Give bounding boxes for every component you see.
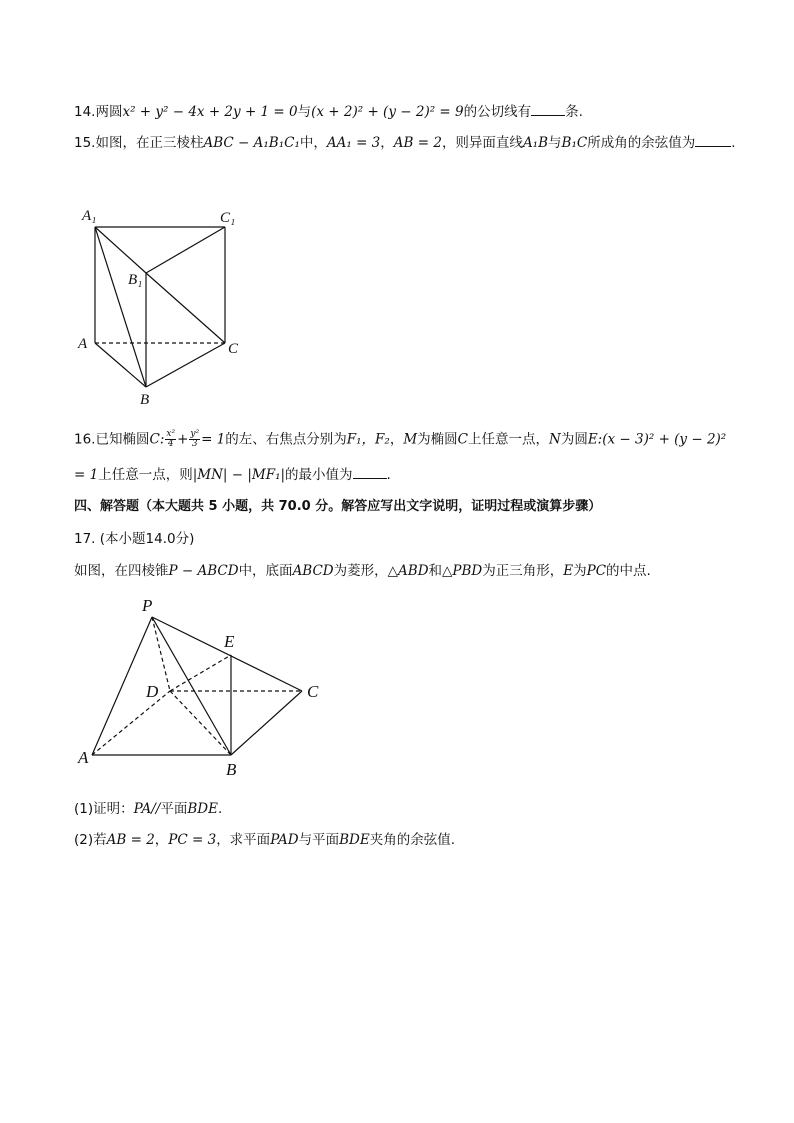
q16-text: . (386, 467, 391, 483)
label-a: A (78, 336, 88, 352)
label-d: D (146, 682, 159, 701)
part2-text: ，求平面 (216, 832, 271, 848)
fraction-numerator: y² (190, 429, 200, 439)
q16-text: 的最小值为 (285, 467, 353, 483)
pyramid-figure (74, 595, 334, 785)
part1-plane: BDE (187, 801, 218, 817)
q15-text: 所成角的余弦值为 (587, 135, 696, 151)
plane-pad: PAD (270, 832, 299, 848)
question-15 (74, 134, 736, 152)
answer-blank[interactable] (353, 466, 387, 479)
q16-text: 已知椭圆 (95, 431, 150, 448)
q17-text: 的中点. (606, 563, 651, 579)
label-e: E (224, 632, 235, 651)
q14-text: 条. (565, 104, 583, 120)
q17-header: 17. (本小题14.0分) (74, 531, 195, 547)
edge-ab (95, 343, 146, 387)
edge-pc (152, 617, 302, 691)
condition-ab: AB = 2 (106, 832, 155, 848)
part1-label: (1)证明： (74, 801, 134, 817)
line-b1c: B₁C (561, 135, 588, 151)
question-17 (74, 562, 651, 580)
fraction-denominator: 4 (167, 439, 174, 449)
answer-blank[interactable] (531, 103, 565, 116)
q16-text: ， (389, 431, 404, 448)
equals-one: = 1 (74, 467, 99, 483)
prism-name: ABC − A₁B₁C₁ (203, 135, 300, 151)
point-e: E (563, 563, 574, 579)
pyramid-name: P − ABCD (168, 563, 239, 579)
fraction-y2-3 (189, 430, 200, 449)
q15-text: . (731, 135, 736, 151)
plane-bde: BDE (339, 832, 370, 848)
section-title: 四、解答题（本大题共 5 小题，共 70.0 分。解答应写出文字说明，证明过程或演算步骤） (74, 499, 602, 514)
equals-one: = 1 (201, 431, 226, 448)
q16-text: 的左、右焦点分别为 (225, 431, 347, 448)
answer-blank[interactable] (695, 134, 731, 147)
label-b: B (226, 760, 237, 779)
triangle-pbd: △PBD (442, 563, 483, 579)
part2-text: 夹角的余弦值. (369, 832, 456, 848)
fraction-numerator: x² (166, 429, 176, 439)
q17-text: 中，底面 (238, 563, 293, 579)
condition-ab: AB = 2 (393, 135, 442, 151)
edge-bc (146, 343, 225, 387)
condition-aa1: AA₁ = 3 (326, 135, 381, 151)
q17-text: 为菱形， (333, 563, 388, 579)
q17-text: 为正三角形， (482, 563, 564, 579)
circle-equation-2: (x + 2)² + (y − 2)² = 9 (311, 104, 464, 120)
q15-text: ，则异面直线 (441, 135, 523, 151)
segment-pc: PC (586, 563, 607, 579)
q14-text: 两圆 (95, 104, 123, 120)
q14-number: 14. (74, 104, 96, 120)
edge-pd-hidden (152, 617, 170, 691)
q17-text: 和 (428, 563, 443, 579)
q17-text: 为 (573, 563, 587, 579)
part2-text: 与平面 (298, 832, 340, 848)
circle-equation-1: x² + y² − 4x + 2y + 1 = 0 (122, 104, 298, 120)
edge-ad-hidden (92, 691, 170, 755)
label-b: B (140, 392, 150, 408)
ellipse-c: C (457, 431, 469, 448)
edge-bc (231, 691, 302, 755)
edge-pb (152, 617, 231, 755)
q15-number: 15. (74, 135, 96, 151)
segment-a1b (95, 227, 146, 387)
q15-text: ， (380, 135, 394, 151)
line-a1b: A₁B (522, 135, 549, 151)
point-m: M (403, 431, 418, 448)
plus-sign: + (177, 431, 189, 448)
part1-expr: PA// (133, 801, 161, 817)
label-a: A (78, 748, 89, 767)
condition-pc: PC = 3 (168, 832, 217, 848)
edge-pa (92, 617, 152, 755)
q14-text: 与 (297, 104, 312, 120)
part2-text: ， (154, 832, 169, 848)
q17-part1 (74, 800, 222, 818)
foci: F₁，F₂ (346, 431, 390, 448)
part1-text: . (217, 801, 223, 817)
label-c: C (307, 682, 319, 701)
base-name: ABCD (292, 563, 334, 579)
q16-text: 上任意一点，则 (98, 467, 193, 483)
label-p: P (142, 596, 153, 615)
q14-text: 的公切线有 (463, 104, 532, 120)
q16-text: 为圆 (560, 431, 588, 448)
label-a1: A₁ (82, 208, 97, 224)
q15-text: 与 (548, 135, 562, 151)
question-16 (74, 430, 726, 449)
q15-text: 如图，在正三棱柱 (95, 135, 204, 151)
q15-text: 中， (299, 135, 327, 151)
question-14 (74, 103, 583, 121)
segment-de-hidden (170, 655, 231, 691)
edge-b1c1 (146, 227, 225, 273)
question-16-line2 (74, 466, 391, 484)
label-b1: B₁ (128, 272, 143, 288)
ellipse-label: C: (149, 431, 165, 448)
circle-e-equation: E:(x − 3)² + (y − 2)² (587, 431, 727, 448)
label-c1: C₁ (220, 210, 236, 226)
part1-text: 平面 (160, 801, 188, 817)
fraction-x2-4 (165, 430, 176, 449)
prism-figure (70, 200, 260, 410)
q16-text: 为椭圆 (417, 431, 458, 448)
triangle-abd: △ABD (387, 563, 429, 579)
q16-text: 上任意一点， (468, 431, 550, 448)
expression-mn-mf1: |MN| − |MF₁| (192, 467, 286, 483)
label-c: C (228, 341, 239, 357)
q17-part2 (74, 831, 455, 849)
part2-label: (2)若 (74, 832, 107, 848)
segment-b1c (146, 273, 225, 343)
fraction-denominator: 3 (191, 439, 198, 449)
q17-text: 如图，在四棱锥 (74, 563, 169, 579)
q16-number: 16. (74, 431, 96, 448)
point-n: N (549, 431, 561, 448)
